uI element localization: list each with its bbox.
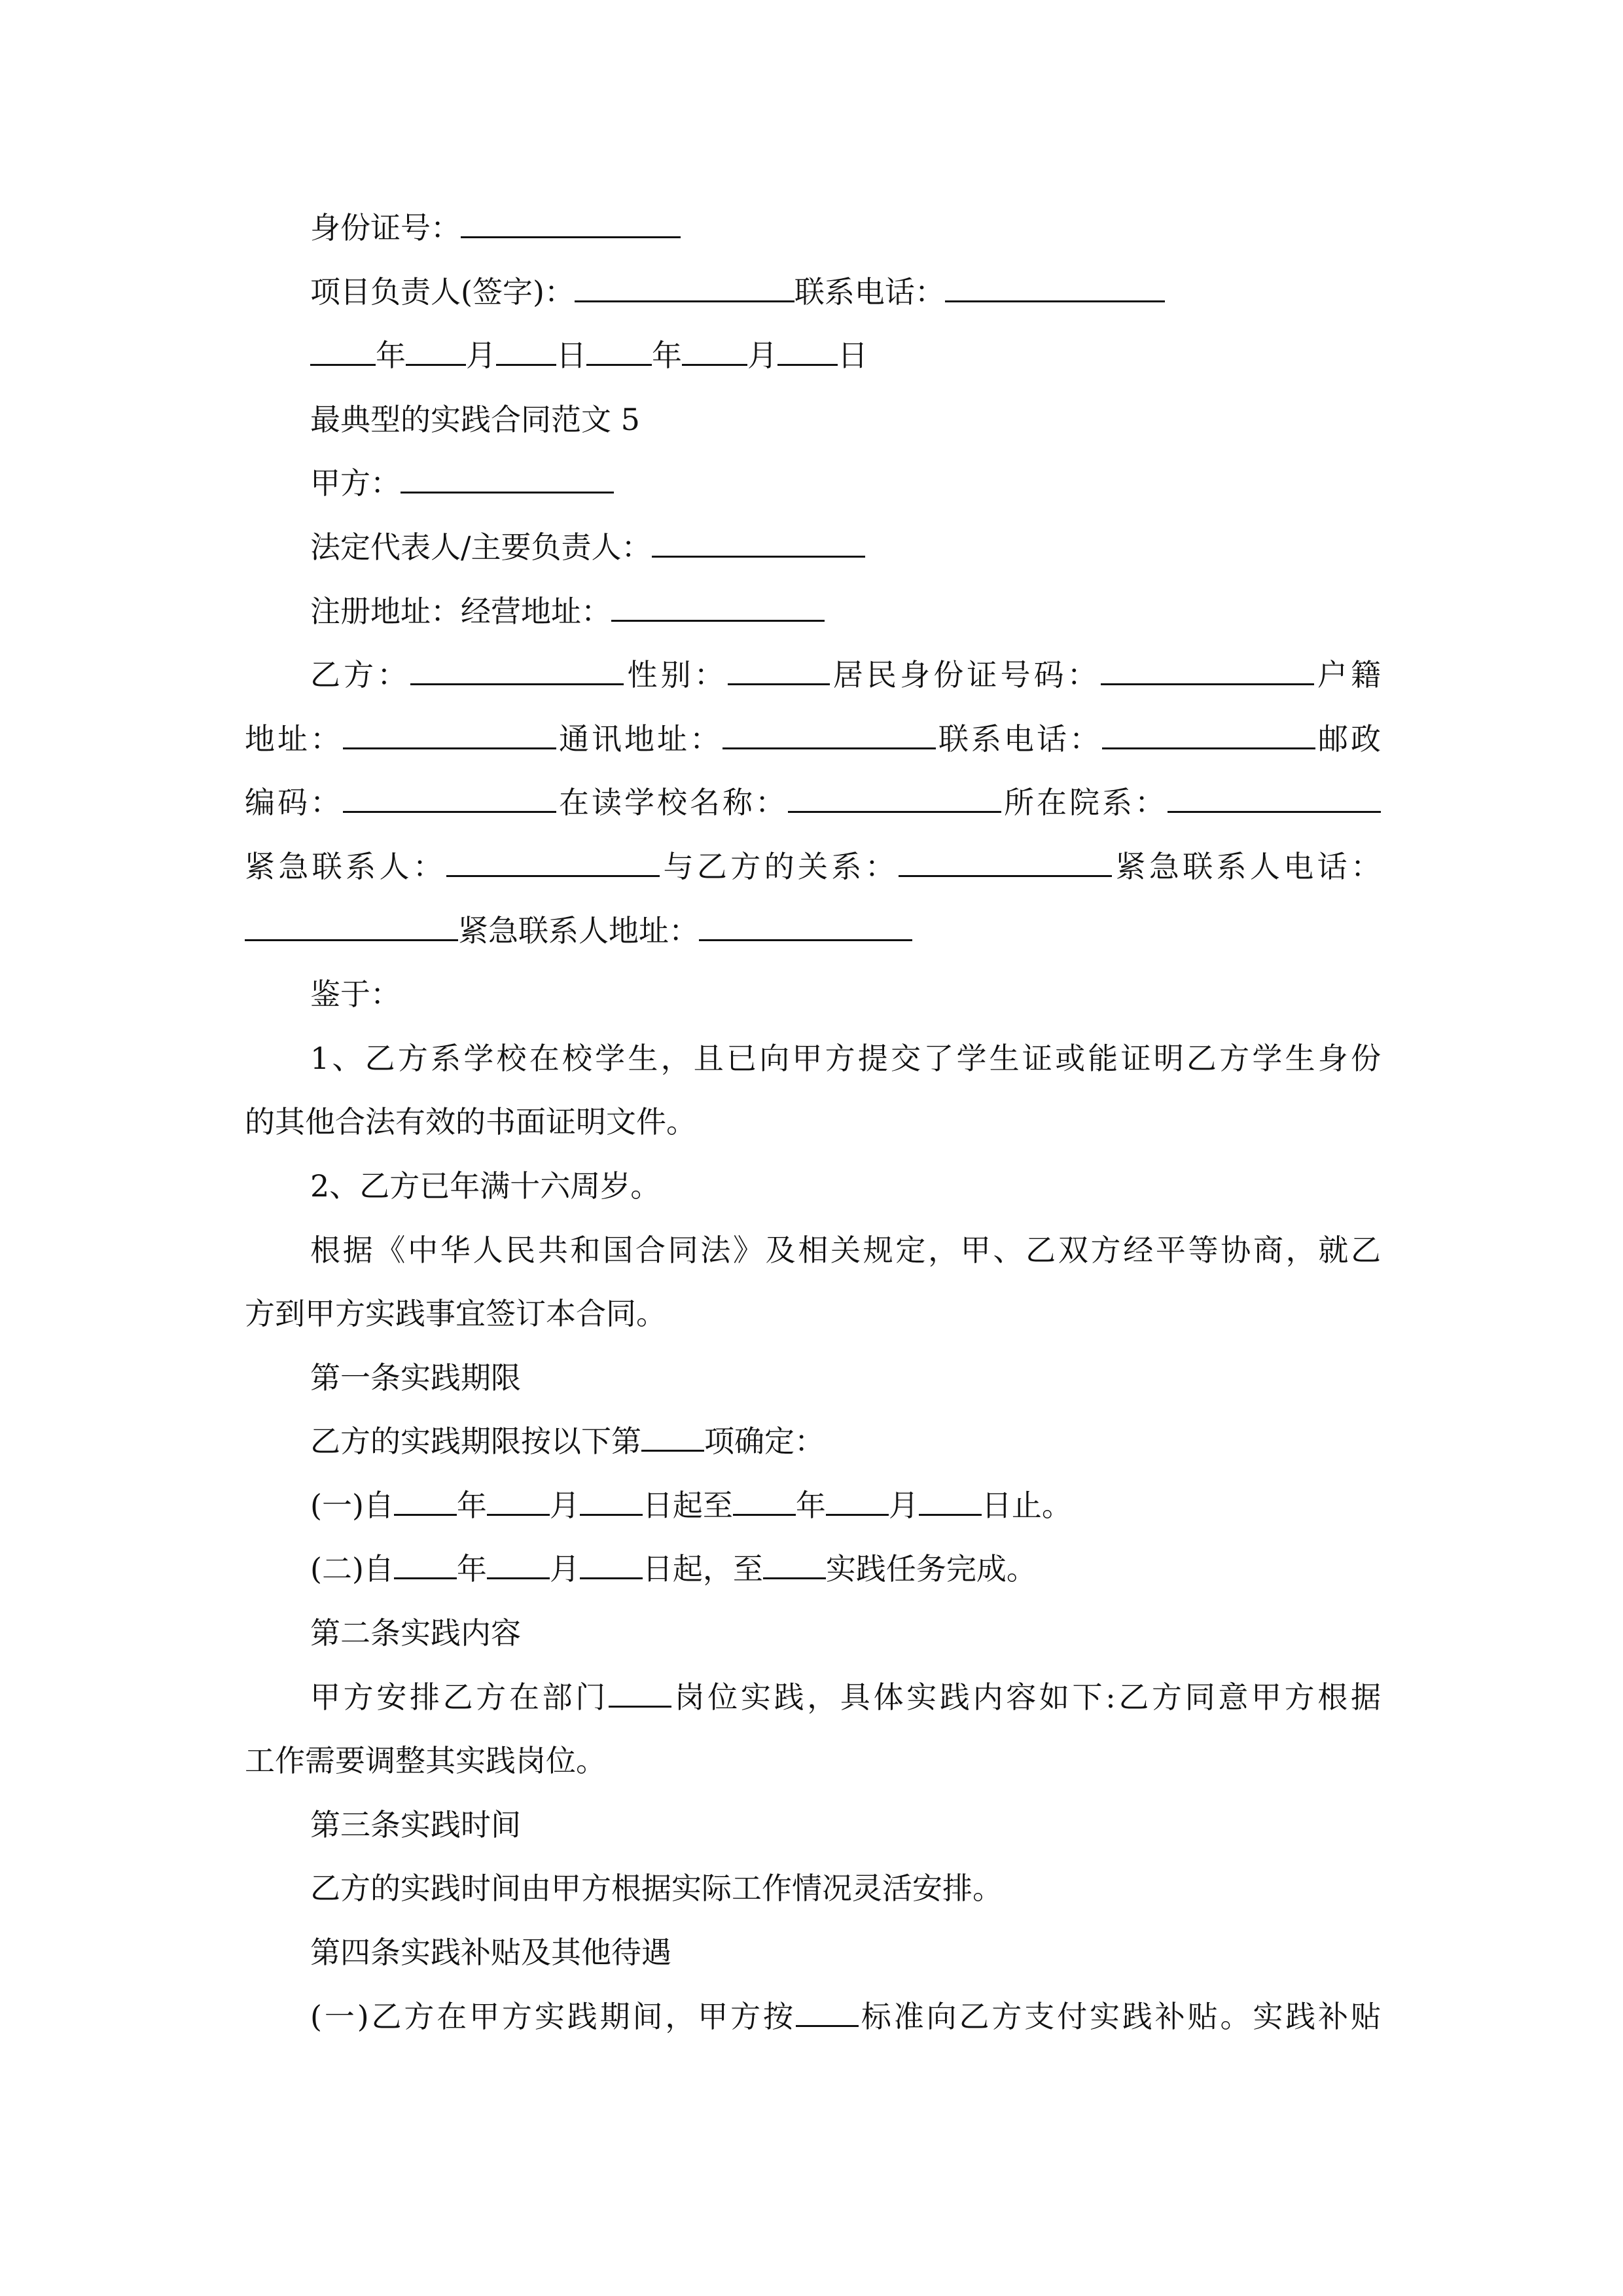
project-leader-line bbox=[245, 260, 1381, 325]
article4-title bbox=[245, 1921, 1381, 1985]
date-blank[interactable] bbox=[586, 361, 652, 366]
option1-line bbox=[245, 1474, 1381, 1538]
legal-rep-label: 法定代表人/主要负责人： bbox=[310, 529, 652, 565]
clause2-line bbox=[245, 1155, 1381, 1219]
party-a-label: 甲方： bbox=[310, 465, 401, 501]
project-leader-label: 项目负责人(签字)： bbox=[310, 274, 575, 310]
article1-text: 项确定： bbox=[704, 1424, 825, 1460]
postal-label-end: 编码： bbox=[245, 785, 343, 821]
emergency-contact-blank[interactable] bbox=[446, 872, 660, 877]
basis-line2 bbox=[245, 1282, 1381, 1346]
article2-title bbox=[245, 1602, 1381, 1666]
article4-text: 标准向乙方支付实践补贴。实践补贴 bbox=[858, 1998, 1381, 2034]
basis-line1 bbox=[245, 1219, 1381, 1283]
clause1-line2 bbox=[245, 1090, 1381, 1155]
postal-blank[interactable] bbox=[343, 808, 556, 813]
id-number-label: 身份证号： bbox=[310, 210, 461, 245]
date-blank[interactable] bbox=[580, 1511, 643, 1516]
article2-line2 bbox=[245, 1729, 1381, 1793]
legal-rep-blank[interactable] bbox=[652, 553, 865, 558]
postal-label-start: 邮政 bbox=[1315, 721, 1381, 757]
option2-text: 月 bbox=[549, 1551, 580, 1587]
article1-text: 乙方的实践期限按以下第 bbox=[310, 1424, 641, 1460]
contact-phone-label: 联系电话： bbox=[794, 274, 945, 310]
option-number-blank[interactable] bbox=[641, 1447, 704, 1452]
date-blank[interactable] bbox=[310, 361, 376, 366]
contact-phone2-blank[interactable] bbox=[1102, 745, 1315, 749]
clause1-text: 1、乙方系学校在校学生，且已向甲方提交了学生证或能证明乙方学生身份 bbox=[310, 1040, 1381, 1076]
article3-text: 乙方的实践时间由甲方根据实际工作情况灵活安排。 bbox=[310, 1871, 1003, 1907]
article4-line1 bbox=[245, 1985, 1381, 2049]
legal-rep-line bbox=[245, 516, 1381, 580]
address-label: 注册地址：经营地址： bbox=[310, 593, 611, 629]
option1-text: 日起至 bbox=[642, 1487, 733, 1523]
id-number-line bbox=[245, 196, 1381, 260]
date-blank[interactable] bbox=[394, 1575, 457, 1579]
whereas-label: 鉴于： bbox=[310, 977, 401, 1013]
option1-text: 月 bbox=[888, 1487, 919, 1523]
mail-address-label: 通讯地址： bbox=[556, 721, 722, 757]
emergency-address-label: 紧急联系人地址： bbox=[458, 912, 699, 948]
date-month-label: 月 bbox=[747, 338, 777, 374]
party-b-label: 乙方： bbox=[310, 657, 411, 693]
date-month-label: 月 bbox=[466, 338, 496, 374]
hukou-label-start: 户籍 bbox=[1313, 657, 1382, 693]
date-blank[interactable] bbox=[777, 361, 838, 366]
date-blank[interactable] bbox=[487, 1575, 550, 1579]
emergency-phone-label: 紧急联系人电话： bbox=[1112, 848, 1382, 884]
school-name-blank[interactable] bbox=[788, 808, 1001, 813]
basis-text: 根据《中华人民共和国合同法》及相关规定，甲、乙双方经平等协商，就乙 bbox=[310, 1232, 1381, 1268]
task-blank[interactable] bbox=[763, 1575, 826, 1579]
article2-line1 bbox=[245, 1666, 1381, 1730]
date-day-label: 日 bbox=[556, 338, 586, 374]
clause1-line1 bbox=[245, 1027, 1381, 1091]
hukou-blank[interactable] bbox=[343, 745, 556, 749]
relation-blank[interactable] bbox=[899, 872, 1112, 877]
date-blank[interactable] bbox=[496, 361, 556, 366]
emergency-contact-line bbox=[245, 835, 1381, 899]
article1-text-line bbox=[245, 1410, 1381, 1474]
resident-id-blank[interactable] bbox=[1101, 681, 1314, 685]
relation-label: 与乙方的关系： bbox=[660, 848, 899, 884]
option1-text: 日止。 bbox=[981, 1487, 1072, 1523]
article2-text: 岗位实践，具体实践内容如下:乙方同意甲方根据 bbox=[671, 1679, 1381, 1715]
gender-blank[interactable] bbox=[728, 681, 830, 685]
article-title-text: 第四条实践补贴及其他待遇 bbox=[310, 1935, 671, 1971]
standard-blank[interactable] bbox=[796, 2022, 859, 2027]
party-b-blank[interactable] bbox=[410, 681, 624, 685]
gender-label: 性别： bbox=[624, 657, 728, 693]
school-name-label: 在读学校名称： bbox=[556, 785, 788, 821]
resident-id-label: 居民身份证号码： bbox=[829, 657, 1101, 693]
hukou-address-line bbox=[245, 708, 1381, 772]
postal-line bbox=[245, 771, 1381, 835]
date-blank[interactable] bbox=[919, 1511, 982, 1516]
address-line bbox=[245, 580, 1381, 644]
article2-text: 工作需要调整其实践岗位。 bbox=[245, 1743, 606, 1779]
party-a-line bbox=[245, 452, 1381, 516]
mail-address-blank[interactable] bbox=[722, 745, 936, 749]
option1-text: 年 bbox=[456, 1487, 487, 1523]
clause1-text: 的其他合法有效的书面证明文件。 bbox=[245, 1104, 696, 1140]
party-b-line bbox=[245, 643, 1381, 708]
project-leader-blank[interactable] bbox=[575, 298, 794, 302]
option1-text: 月 bbox=[549, 1487, 580, 1523]
article2-text: 甲方安排乙方在部门 bbox=[310, 1679, 609, 1715]
article4-text: (一)乙方在甲方实践期间，甲方按 bbox=[310, 1998, 796, 2034]
section-heading bbox=[245, 388, 1381, 452]
emergency-address-line bbox=[245, 899, 1381, 963]
article1-title bbox=[245, 1346, 1381, 1410]
contact-phone2-label: 联系电话： bbox=[936, 721, 1102, 757]
article3-title bbox=[245, 1793, 1381, 1857]
date-blank[interactable] bbox=[394, 1511, 457, 1516]
date-day-label: 日 bbox=[838, 338, 868, 374]
whereas-line bbox=[245, 963, 1381, 1027]
date-blank[interactable] bbox=[733, 1511, 796, 1516]
option2-text: (二)自 bbox=[310, 1551, 394, 1587]
department-blank[interactable] bbox=[1168, 808, 1381, 813]
clause2-text: 2、乙方已年满十六周岁。 bbox=[310, 1168, 661, 1204]
article-title-text: 第三条实践时间 bbox=[310, 1806, 521, 1842]
party-a-blank[interactable] bbox=[401, 489, 614, 493]
date-year-label: 年 bbox=[652, 338, 682, 374]
position-blank[interactable] bbox=[609, 1703, 671, 1708]
option1-text: 年 bbox=[795, 1487, 826, 1523]
date-blank[interactable] bbox=[487, 1511, 550, 1516]
date-blank[interactable] bbox=[580, 1575, 643, 1579]
date-year-label: 年 bbox=[376, 338, 406, 374]
emergency-phone-blank[interactable] bbox=[245, 937, 458, 941]
emergency-address-blank[interactable] bbox=[699, 937, 912, 941]
id-number-blank[interactable] bbox=[461, 234, 681, 238]
article-title-text: 第一条实践期限 bbox=[310, 1359, 521, 1395]
hukou-label-end: 地址： bbox=[245, 721, 343, 757]
section-heading-text: 最典型的实践合同范文 5 bbox=[310, 401, 640, 437]
date-blank[interactable] bbox=[406, 361, 466, 366]
option1-text: (一)自 bbox=[310, 1487, 394, 1523]
article-title-text: 第二条实践内容 bbox=[310, 1615, 521, 1651]
option2-text: 日起，至 bbox=[642, 1551, 763, 1587]
address-blank[interactable] bbox=[611, 617, 825, 622]
article3-text-line bbox=[245, 1857, 1381, 1921]
department-label: 所在院系： bbox=[1001, 785, 1168, 821]
date-blank[interactable] bbox=[826, 1511, 889, 1516]
emergency-contact-label: 紧急联系人： bbox=[245, 848, 447, 884]
date-blank[interactable] bbox=[682, 361, 747, 366]
document-body bbox=[245, 196, 1381, 2049]
option2-text: 年 bbox=[456, 1551, 487, 1587]
option2-text: 实践任务完成。 bbox=[825, 1551, 1037, 1587]
contact-phone-blank[interactable] bbox=[945, 298, 1165, 302]
signature-date-line bbox=[245, 324, 1381, 388]
option2-line bbox=[245, 1537, 1381, 1602]
basis-text: 方到甲方实践事宜签订本合同。 bbox=[245, 1296, 666, 1332]
